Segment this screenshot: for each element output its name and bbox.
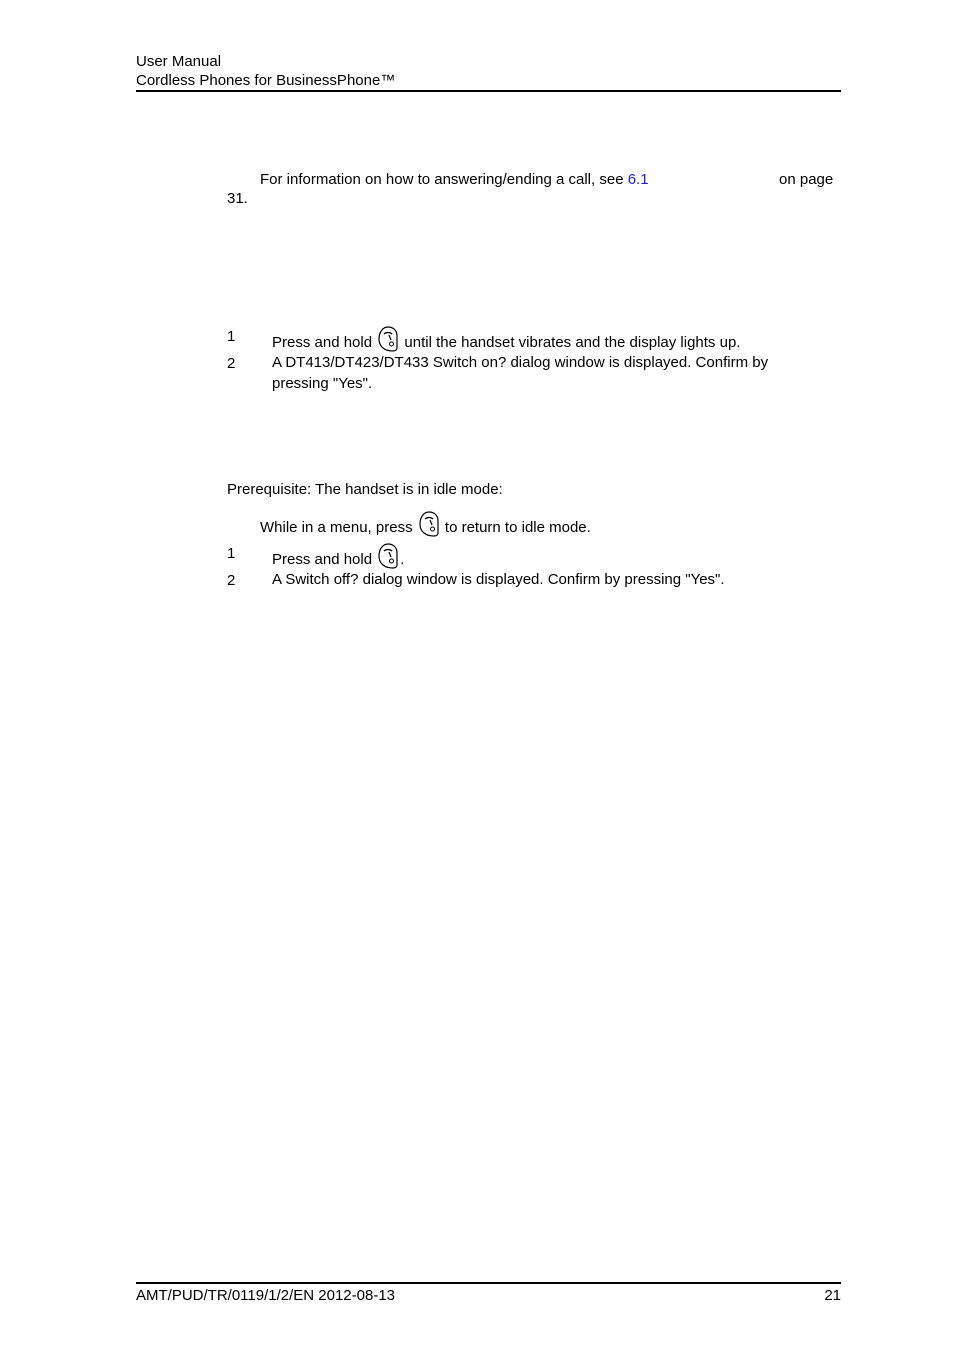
step-text-line1: A DT413/DT423/DT433 Switch on? dialog window is displayed. Confirm by [272,354,769,371]
intro-line [260,170,649,189]
intro-continuation: 31. [227,190,248,207]
intro-text: For information on how to answering/ending a call, see [260,171,628,188]
step-text: A Switch off? dialog window is displayed. Confirm by pressing "Yes". [272,571,725,588]
header-subtitle: Cordless Phones for BusinessPhone™ [136,72,396,89]
end-call-key-icon [419,511,439,537]
footer-rule [136,1282,841,1284]
note-line: While in a menu, press to return to idle mode. [260,511,591,538]
prerequisite: Prerequisite: The handset is in idle mode: [227,481,503,498]
end-call-key-icon [378,326,398,352]
header-rule [136,90,841,92]
header-title: User Manual [136,53,222,70]
intro-after: on page [779,171,834,188]
end-call-key-icon [378,543,398,569]
footer-doc-id: AMT/PUD/TR/0119/1/2/EN 2012-08-13 [136,1287,396,1304]
intro-link[interactable]: 6.1 [627,171,649,188]
step-number: 1 [227,545,236,562]
step-number: 1 [227,328,236,345]
step-text: Press and hold until the handset vibrates and the display lights up. [272,326,740,353]
step-text: Press and hold . [272,543,404,570]
page-number: 21 [824,1287,841,1304]
step-number: 2 [227,355,236,372]
step-number: 2 [227,572,236,589]
step-text-line2: pressing "Yes". [272,375,373,392]
